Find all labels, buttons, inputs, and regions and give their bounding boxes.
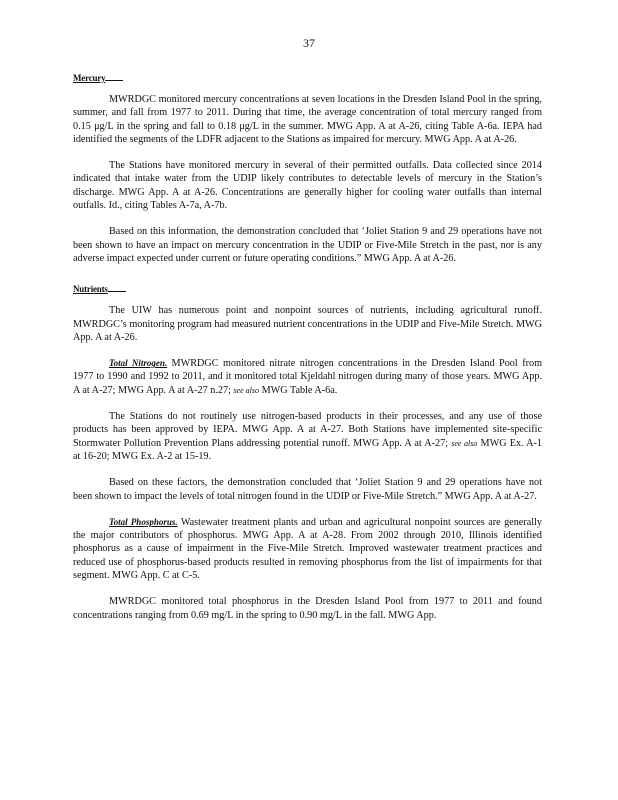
mercury-paragraph-1	[73, 93, 542, 146]
mercury-p2-text: The Stations have monitored mercury in several of their permitted outfalls. Data collected since 2014 indicated that intake water from the UDIP likely contributes to detectable levels of mercury in the Station’s discharge. MWG App. A at A-26. Concentrations are generally higher for cooling water outfalls than internal outfalls. Id., citing Tables A-7a, A-7b.	[73, 160, 542, 212]
nutrients-p1-text: The UIW has numerous point and nonpoint sources of nutrients, including agricultural runoff. MWRDGC’s monitoring program had measured nutrient concentrations in the UDIP and Five-Mile Stretch. MWG App. A at A-26.	[73, 305, 542, 343]
nutrients-heading-text: Nutrients	[73, 284, 108, 295]
nitrogen-use-text: The Stations do not routinely use nitrogen-based products in their processes, and any use of those products has been approved by IEPA. MWG App. A at A-27. Both Stations have implemented site-specific Stormwater Pollution Prevention Plans addressing potential runoff. MWG App. A at A-27;	[73, 411, 542, 449]
mercury-heading-text: Mercury	[73, 73, 106, 83]
total-phosphorus-subheading: Total Phosphorus.	[109, 516, 178, 527]
total-nitrogen-subheading: Total Nitrogen.	[109, 358, 168, 369]
nitrogen-paragraph	[73, 357, 542, 397]
phosphorus-paragraph	[73, 516, 542, 582]
see-also-signal: see also	[233, 385, 260, 395]
heading-underline-pad	[108, 283, 126, 292]
nitrogen-text: MWRDGC monitored nitrate nitrogen concentrations in the Dresden Island Pool from 1977 to 1990 and 1992 to 2011, and it monitored total Kjeldahl nitrogen during many of those years. MWG App. A at A-27; MWG App. A at A-27 n.27;	[73, 358, 542, 396]
nutrients-paragraph-1	[73, 304, 542, 344]
mercury-paragraph-2	[73, 159, 542, 212]
nitrogen-use-citation-tail: MWG Ex. A-1 at 16-20; MWG Ex. A-2 at 15-19.	[73, 437, 543, 462]
phosphorus-text: Wastewater treatment plants and urban and agricultural nonpoint sources are generally the major contributors of phosphorus. MWG App. A at A-28. From 2002 through 2010, Illinois identified phosphorus as a cause of impairment in the Five-Mile Stretch. Improved wastewater treatment practices and reduced use of phosphorus-based products resulted in removing phosphorus from the list of impairments for that segment. MWG App. C at C-5.	[73, 516, 542, 582]
mercury-p1-text: MWRDGC monitored mercury concentrations at seven locations in the Dresden Island Pool in the spring, summer, and fall from 1977 to 2011. During that time, the average concentration of total mercury ranged from 0.15 μg/L in the spring and fall to 0.18 μg/L in the summer. MWG App. A at A-26, citing Table A-6a. IEPA had identified the segments of the LDFR adjacent to the Stations as impaired for mercury. MWG App. A at A-26.	[73, 94, 542, 145]
mercury-paragraph-3	[73, 225, 542, 265]
mercury-heading	[73, 72, 542, 83]
nitrogen-citation-tail: MWG Table A-6a.	[261, 384, 338, 396]
nitrogen-conclusion-paragraph	[73, 476, 542, 503]
document-body	[73, 72, 542, 635]
page-number: 37	[303, 36, 315, 50]
nitrogen-use-paragraph	[73, 410, 542, 463]
see-also-signal: see also	[451, 438, 478, 448]
nutrients-heading	[73, 283, 542, 294]
mercury-p3-text: Based on this information, the demonstration concluded that ‘Joliet Station 9 and 29 operations have not been shown to have an impact on mercury concentration in the UDIP or Five-Mile Stretch in the past, nor is any adverse impact expected under current or future operating conditions.” MWG App. A at A-26.	[73, 226, 542, 264]
heading-underline-pad	[105, 72, 123, 81]
nitrogen-conclusion-text: Based on these factors, the demonstration concluded that ‘Joliet Station 9 and 29 operations have not been shown to impact the levels of total nitrogen found in the UDIP or Five-Mile Stretch.” MWG App. A at A-27.	[73, 477, 542, 502]
phosphorus-monitoring-paragraph	[73, 595, 542, 622]
phosphorus-monitoring-text: MWRDGC monitored total phosphorus in the Dresden Island Pool from 1977 to 2011 and found concentrations ranging from 0.69 mg/L in the spring to 0.90 mg/L in the fall. MWG App.	[73, 596, 542, 621]
